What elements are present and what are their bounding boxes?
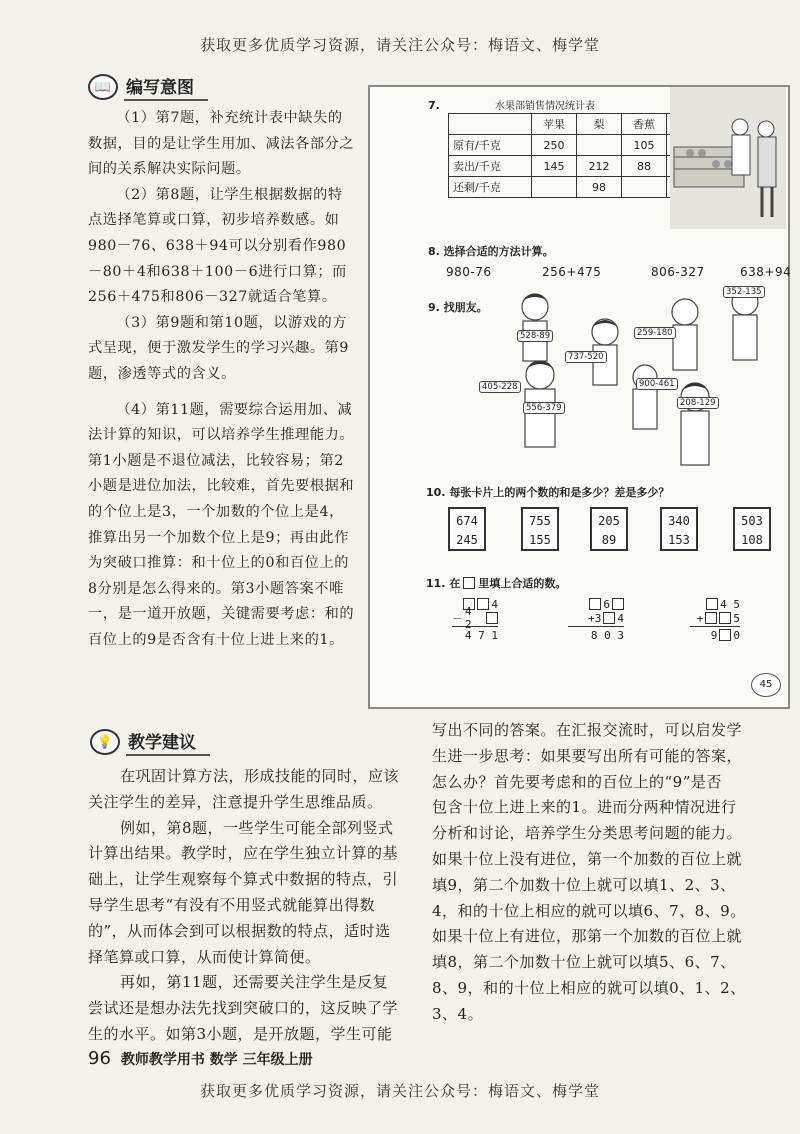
card-bottom-number: 153 — [668, 533, 690, 547]
table-cell: 88 — [622, 156, 667, 177]
top-watermark: 获取更多优质学习资源，请关注公众号：梅语文、梅学堂 — [199, 36, 600, 54]
q8-item: 806-327 — [651, 265, 705, 279]
calc-operator: +3 — [588, 611, 602, 625]
equation-tag: 900-461 — [636, 378, 678, 390]
suggestion-line: 包含十位上进上来的1。进而分两种情况进行 — [432, 798, 737, 817]
calc-digit: 4 — [491, 597, 498, 611]
lightbulb-icon: 💡 — [90, 729, 120, 755]
suggestion-line: 如果十位上没有进位，第一个加数的百位上就 — [432, 849, 743, 868]
textbook-page-number: 45 — [751, 673, 781, 697]
suggestion-line: 写出不同的答案。在汇报交流时，可以启发学 — [432, 721, 743, 739]
table-cell — [577, 135, 622, 156]
calc-operator: － — [452, 611, 463, 625]
fruit-stall-illustration — [670, 87, 786, 229]
card-bottom-number: 155 — [529, 533, 551, 547]
book-title: 教师教学用书 数学 三年级上册 — [120, 1052, 313, 1068]
suggestion-line: 计算出结果。教学时，应在学生独立计算的基 — [88, 844, 399, 863]
calc-operator: + — [696, 611, 704, 625]
bottom-watermark: 获取更多优质学习资源，请关注公众号：梅语文、梅学堂 — [199, 1082, 600, 1100]
q8-label: 8. 选择合适的方法计算。 — [428, 245, 554, 258]
blank-box-icon — [463, 577, 475, 589]
equation-tag: 208-129 — [677, 397, 719, 409]
suggestion-line: 在巩固计算方法，形成技能的同时，应该 — [120, 767, 400, 785]
table-cell: 212 — [577, 156, 622, 177]
card-top-number: 674 — [456, 514, 478, 528]
equation-tag: 259-180 — [634, 327, 676, 339]
blank-box — [589, 598, 601, 610]
suggestion-line: 分析和讨论，培养学生分类思考问题的能力。 — [432, 824, 743, 843]
table-cell: 250 — [532, 135, 577, 156]
blank-box — [706, 598, 718, 610]
q9-label: 9. 找朋友。 — [428, 301, 488, 314]
table-cell: 98 — [577, 177, 622, 198]
calc-digit: 5 — [733, 611, 740, 625]
q11-label-prefix: 11. 在 — [426, 577, 461, 590]
suggestion-left-column — [88, 764, 423, 1048]
suggestion-line: 生的水平。如第3小题，是开放题，学生可能 — [88, 1024, 393, 1043]
q11-calc-1 — [452, 597, 498, 642]
equation-tag: 737-520 — [565, 351, 607, 363]
q7-table-title: 水果部销售情况统计表 — [495, 101, 595, 112]
calc-digit: 6 — [603, 597, 610, 611]
intent-para-1: （1）第7题，补充统计表中缺失的数据，目的是让学生用加、减法各部分之间的关系解决实际问题。 — [88, 110, 355, 178]
suggestion-line: 的”，从而体会到可以根据数的特点，适时选 — [88, 921, 391, 940]
q11-calc-3 — [690, 597, 740, 642]
blank-box — [486, 612, 498, 624]
calc-digit: 0 — [733, 628, 740, 642]
q8-item: 256+475 — [542, 265, 602, 279]
intent-para-2: （2）第8题，让学生根据数据的特点选择笔算或口算，初步培养数感。如980－76、638＋94可以分别看作980－80＋4和638＋100－6进行口算；而256＋475和806－327就适合笔算。 — [88, 186, 347, 306]
calc-digit: 4 5 — [720, 597, 740, 611]
calc-row — [568, 597, 624, 611]
page-footer — [88, 1048, 313, 1069]
intent-para-3: （3）第9题和第10题，以游戏的方式呈现，便于激发学生的学习兴趣。第9题，渗透等式的含义。 — [88, 314, 350, 382]
suggestion-heading — [90, 728, 210, 756]
number-card — [448, 507, 486, 551]
table-header-cell: 香蕉 — [622, 114, 667, 135]
calc-row — [452, 605, 498, 631]
suggestion-line: 再如，第11题，还需要关注学生是反复 — [120, 973, 389, 992]
table-header-cell — [449, 114, 532, 135]
number-card — [521, 507, 559, 551]
equation-tag: 352-135 — [723, 286, 765, 298]
intent-title: 编写意图 — [124, 73, 208, 101]
equation-tag: 405-228 — [479, 381, 521, 393]
calc-digit: 4 2 — [465, 605, 472, 631]
number-card — [590, 507, 628, 551]
blank-box — [719, 612, 731, 624]
card-bottom-number: 245 — [456, 533, 478, 547]
card-top-number: 755 — [529, 514, 551, 528]
suggestion-line: 怎么办？首先要考虑和的百位上的“9”是否 — [432, 772, 722, 791]
card-bottom-number: 108 — [741, 533, 763, 547]
calc-row — [690, 628, 740, 642]
page-number: 96 — [88, 1048, 111, 1069]
calc-digit: 9 — [710, 628, 718, 642]
blank-box — [612, 598, 624, 610]
equation-tag: 528-89 — [517, 330, 553, 342]
table-cell: 原有/千克 — [449, 135, 532, 156]
suggestion-line: 3、4。 — [432, 1004, 484, 1023]
suggestion-title: 教学建议 — [126, 728, 210, 756]
suggestion-right-column — [432, 718, 792, 1028]
suggestion-line: 填9，第二个加数十位上就可以填1、2、3、 — [432, 875, 736, 894]
calc-row — [568, 628, 624, 642]
textbook-page — [368, 85, 790, 709]
card-top-number: 340 — [668, 514, 690, 528]
calc-row — [690, 597, 740, 611]
calc-row — [452, 628, 498, 642]
calc-digit: 4 7 1 — [464, 628, 498, 642]
q11-label-suffix: 里填上合适的数。 — [478, 577, 567, 590]
table-cell: 卖出/千克 — [449, 156, 532, 177]
suggestion-line: 导学生思考“有没有不用竖式就能算出得数 — [88, 895, 376, 914]
suggestion-line: 关注学生的差异，注意提升学生思维品质。 — [88, 792, 383, 811]
book-icon: 📖 — [88, 74, 118, 100]
table-cell — [532, 177, 577, 198]
table-header-cell: 梨 — [577, 114, 622, 135]
calc-digit: 8 0 3 — [590, 628, 624, 642]
calc-digit: 4 — [617, 611, 624, 625]
blank-box — [719, 629, 731, 641]
intent-heading — [88, 73, 208, 101]
intent-para-4: （4）第11题，需要综合运用加、减法计算的知识，可以培养学生推理能力。第1小题是不退位减法，比较容易；第2小题是进位加法，比较难，首先要根据和的个位上是3，一个加数的个位上是4，推算出另一个加数个位上是9；再由此作为突破口推算：和十位上的0和百位上的8分别是怎么得来的。第3小题答案不唯一，是一道开放题，关键需要考虑：和的百位上的9是否含有十位上进上来的1。 — [88, 401, 355, 648]
blank-box — [705, 612, 717, 624]
q8-item: 638+94 — [740, 265, 792, 279]
calc-line — [568, 626, 624, 627]
suggestion-line: 择笔算或口算，从而使计算简便。 — [88, 947, 321, 966]
suggestion-line: 4，和的十位上相应的就可以填6、7、8、9。 — [432, 901, 746, 920]
equation-tag: 556-379 — [523, 402, 565, 414]
q11-label — [426, 575, 566, 591]
calc-row — [568, 611, 624, 625]
suggestion-line: 如果十位上有进位，那第一个加数的百位上就 — [432, 927, 743, 946]
suggestion-line: 础上，让学生观察每个算式中数据的特点，引 — [88, 870, 399, 889]
q10-label: 10. 每张卡片上的两个数的和是多少？差是多少？ — [426, 486, 670, 499]
table-header-cell: 苹果 — [532, 114, 577, 135]
calc-row — [690, 611, 740, 625]
suggestion-line: 8、9，和的十位上相应的就可以填0、1、2、 — [432, 978, 746, 997]
suggestion-line: 尝试还是想办法先找到突破口的，这反映了学 — [88, 999, 399, 1018]
number-card — [660, 507, 698, 551]
card-bottom-number: 89 — [601, 533, 617, 547]
suggestion-line: 填8，第二个加数十位上就可以填5、6、7、 — [432, 953, 736, 972]
calc-line — [690, 626, 740, 627]
table-cell: 还剩/千克 — [449, 177, 532, 198]
q7-number: 7. — [428, 99, 440, 112]
suggestion-line: 生进一步思考：如果要写出所有可能的答案， — [432, 746, 743, 765]
blank-box — [603, 612, 615, 624]
card-top-number: 205 — [598, 514, 620, 528]
q11-calc-2 — [568, 597, 624, 642]
table-cell — [622, 177, 667, 198]
table-cell: 105 — [622, 135, 667, 156]
suggestion-line: 例如，第8题，一些学生可能全部列竖式 — [120, 818, 394, 837]
table-cell: 145 — [532, 156, 577, 177]
card-top-number: 503 — [741, 514, 763, 528]
intent-notes — [88, 106, 356, 653]
number-card — [733, 507, 771, 551]
q8-item: 980-76 — [446, 265, 492, 279]
